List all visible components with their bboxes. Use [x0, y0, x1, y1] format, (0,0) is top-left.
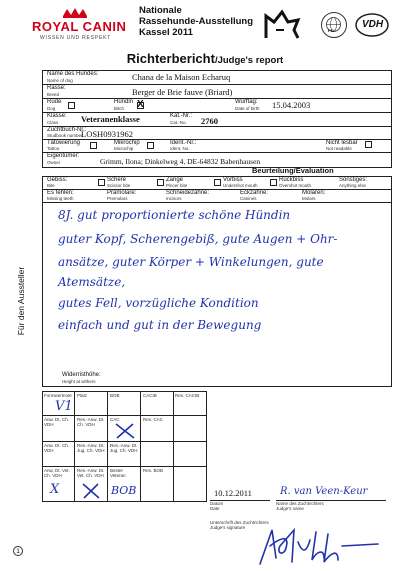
incisors-label-en: Incisors	[166, 196, 182, 201]
grade-header-res-cacib: Res. CACIB	[175, 393, 200, 398]
undershot-label: Vorbiss	[223, 177, 243, 183]
owner-label-en: Owner	[47, 160, 61, 165]
logo-tagline: WISSEN UND RESPEKT	[40, 35, 112, 41]
show-title-line3: Kassel 2011	[139, 27, 193, 38]
birth-value: 15.04.2003	[272, 100, 311, 110]
breed-value: Berger de Brie fauve (Briard)	[132, 87, 233, 97]
owner-value: Grimm, Ilona; Dinkelweg 4, DE-64832 Babenhausen	[100, 157, 261, 166]
judge-signature	[250, 524, 390, 568]
overshot-label-en: Overshot mouth	[279, 183, 312, 188]
missing-label-en: Missing teeth	[47, 196, 74, 201]
unreadable-label: Nicht lesbar	[326, 140, 358, 146]
grade-header-bob: BOB	[110, 393, 120, 398]
show-title-line2: Rassehunde-Ausstellung	[139, 16, 254, 27]
grade-row4-c: Bester Veteran	[110, 468, 126, 478]
show-title	[139, 5, 253, 38]
grade-row3-a: Anw. Dt. Ch. VDH	[44, 443, 70, 453]
grade-row2-a: Anw. Dt. Ch. VDH	[44, 417, 70, 427]
scissor-checkbox[interactable]	[98, 179, 105, 186]
grade-header-cacib: CACIB	[143, 393, 157, 398]
tattoo-label-en: Tattoo	[47, 146, 60, 151]
royal-canin-logo	[30, 6, 127, 42]
missing-label: Es fehlen:	[47, 190, 74, 196]
grade-hand-bob: BOB	[111, 484, 137, 497]
unreadable-checkbox[interactable]	[365, 141, 372, 148]
pincer-checkbox[interactable]	[157, 179, 164, 186]
date-label-en: Date	[210, 506, 220, 511]
female-label: Hündin	[114, 99, 134, 105]
page-number	[13, 546, 23, 556]
fci-label: FCI	[328, 28, 335, 33]
molars-label-en: Molars	[302, 196, 316, 201]
scissor-label-en: Scissor bite	[107, 183, 131, 188]
grade-hand-x: X	[50, 482, 60, 497]
female-mark: X	[137, 99, 144, 110]
tattoo-checkbox[interactable]	[90, 142, 97, 149]
dog-head-icon	[262, 8, 302, 42]
chip-label-en: Microchip	[114, 146, 134, 151]
logo-brand: ROYAL CANIN	[32, 19, 127, 34]
ident-label-en: Ident. No.	[170, 146, 190, 151]
owner-label: Eigentümer:	[47, 153, 80, 159]
eval-line-3: ansätze, guter Körper + Winkelungen, gute	[58, 255, 324, 269]
birth-label: Wurftag:	[235, 99, 258, 105]
date-value: 10.12.2011	[214, 488, 252, 498]
ident-label: Ident.-Nr.:	[170, 140, 197, 146]
male-checkbox[interactable]	[68, 102, 75, 109]
grade-row2-b: Res.-Anw. Dt. Ch. VDH	[77, 417, 105, 427]
page-number-text: 1	[16, 548, 20, 555]
molars-label: Molaren:	[302, 190, 326, 196]
date-label: Datum	[210, 501, 224, 506]
incisors-label: Schneidezähne:	[166, 190, 210, 196]
height-label-en: Height at withers	[62, 379, 96, 384]
canines-label-en: Canines	[240, 196, 257, 201]
signature-label-en: Judge's signature	[210, 525, 246, 530]
fci-logo	[321, 12, 347, 38]
report-title-en: /Judge's report	[214, 55, 284, 66]
judge-name-value: R. van Veen-Keur	[280, 486, 368, 497]
dog-name-value: Chana de la Maison Echaruq	[132, 72, 231, 82]
show-title-line1: Nationale	[139, 5, 182, 16]
studbook-value: LOSH0931962	[81, 129, 133, 139]
catno-label: Kat.-Nr.:	[170, 113, 193, 119]
dog-name-label-en: Name of dog	[47, 78, 73, 83]
chip-checkbox[interactable]	[147, 142, 154, 149]
pincer-label: Zange	[166, 177, 184, 183]
pincer-label-en: Pincer bite	[166, 183, 188, 188]
vdh-logo	[355, 13, 389, 37]
tattoo-label: Tätowierung	[47, 140, 81, 146]
class-value: Veteranenklasse	[81, 114, 140, 124]
signature-label: Unterschrift des Zuchtrichters	[210, 520, 269, 525]
grade-hand-v1: V1	[55, 399, 73, 414]
studbook-label: Zuchtbuch-Nr.:	[47, 127, 87, 133]
judge-name-label: Name des Zuchtrichters	[276, 501, 324, 506]
overshot-checkbox[interactable]	[270, 179, 277, 186]
overshot-label: Rückbiss	[279, 177, 304, 183]
undershot-checkbox[interactable]	[214, 179, 221, 186]
premolars-label-en: Premolars	[107, 196, 128, 201]
judge-name-label-en: Judge's name	[276, 506, 304, 511]
other-label: Sonstiges:	[339, 177, 368, 183]
eval-line-1: 8J. gut proportionierte schöne Hündin	[58, 208, 291, 222]
female-label-en: Bitch	[114, 106, 125, 111]
eval-line-2: guter Kopf, Scherengebiß, gute Augen + Ohr-	[58, 232, 338, 246]
vdh-label: VDH	[362, 19, 384, 30]
grade-row4-d: Res. BOB	[143, 468, 164, 473]
dog-name-label: Name des Hundes:	[47, 71, 99, 77]
undershot-label-en: Undershot mouth	[223, 183, 258, 188]
eval-line-6: einfach und gut in der Bewegung	[58, 318, 262, 332]
bite-label: Gebiss:	[47, 177, 68, 183]
class-label: Klasse:	[47, 113, 67, 119]
eval-line-4: Atemsätze,	[58, 275, 126, 289]
catno-label-en: Cat.-No.	[170, 120, 187, 125]
male-label: Rüde	[47, 99, 62, 105]
birth-label-en: Date of birth	[235, 106, 260, 111]
grade-row2-c: CAC	[110, 417, 120, 422]
canines-label: Eckzähne:	[240, 190, 269, 196]
studbook-label-en: Studbook number	[47, 133, 83, 138]
catno-value: 2760	[201, 116, 218, 126]
breed-label-en: Breed	[47, 92, 60, 97]
grade-header-form: Formwertnote	[44, 393, 72, 398]
unreadable-label-en: Not readable	[326, 146, 352, 151]
scissor-label: Schere	[107, 177, 127, 183]
grade-row3-b: Res.-Anw. Dt. Jug. Ch. VDH	[77, 443, 105, 453]
bite-label-en: Bite	[47, 183, 55, 188]
grade-row2-d: Res. CAC	[143, 417, 164, 422]
dog-head-logo	[262, 8, 302, 47]
report-title	[0, 50, 410, 68]
grade-row3-c: Res.-Anw. Dt. Jug. Ch. VDH	[110, 443, 138, 453]
other-label-en: Anything else	[339, 183, 367, 188]
chip-label: Mikrochip	[114, 140, 140, 146]
grade-row4-b: Res.-Anw. Dt. Vet. Ch. VDH	[77, 468, 105, 478]
eval-line-5: gutes Fell, vorzügliche Kondition	[58, 296, 259, 310]
height-label: Widerristhöhe:	[62, 372, 101, 378]
evaluation-title: Beurteilung/Evaluation	[252, 166, 334, 175]
male-label-en: Dog	[47, 106, 56, 111]
premolars-label: Prämolare:	[107, 190, 137, 196]
cac-cross-mark	[114, 422, 136, 440]
report-title-de: Richterbericht	[126, 51, 215, 66]
reserve-cross-mark	[80, 482, 102, 500]
side-label: Für den Aussteller	[16, 266, 26, 336]
grade-row4-a: Anw. Dt. Vet. Ch. VDH	[44, 468, 70, 478]
class-label-en: Class	[47, 120, 59, 125]
grade-header-place: Platz	[77, 393, 88, 398]
breed-label: Rasse:	[47, 85, 66, 91]
